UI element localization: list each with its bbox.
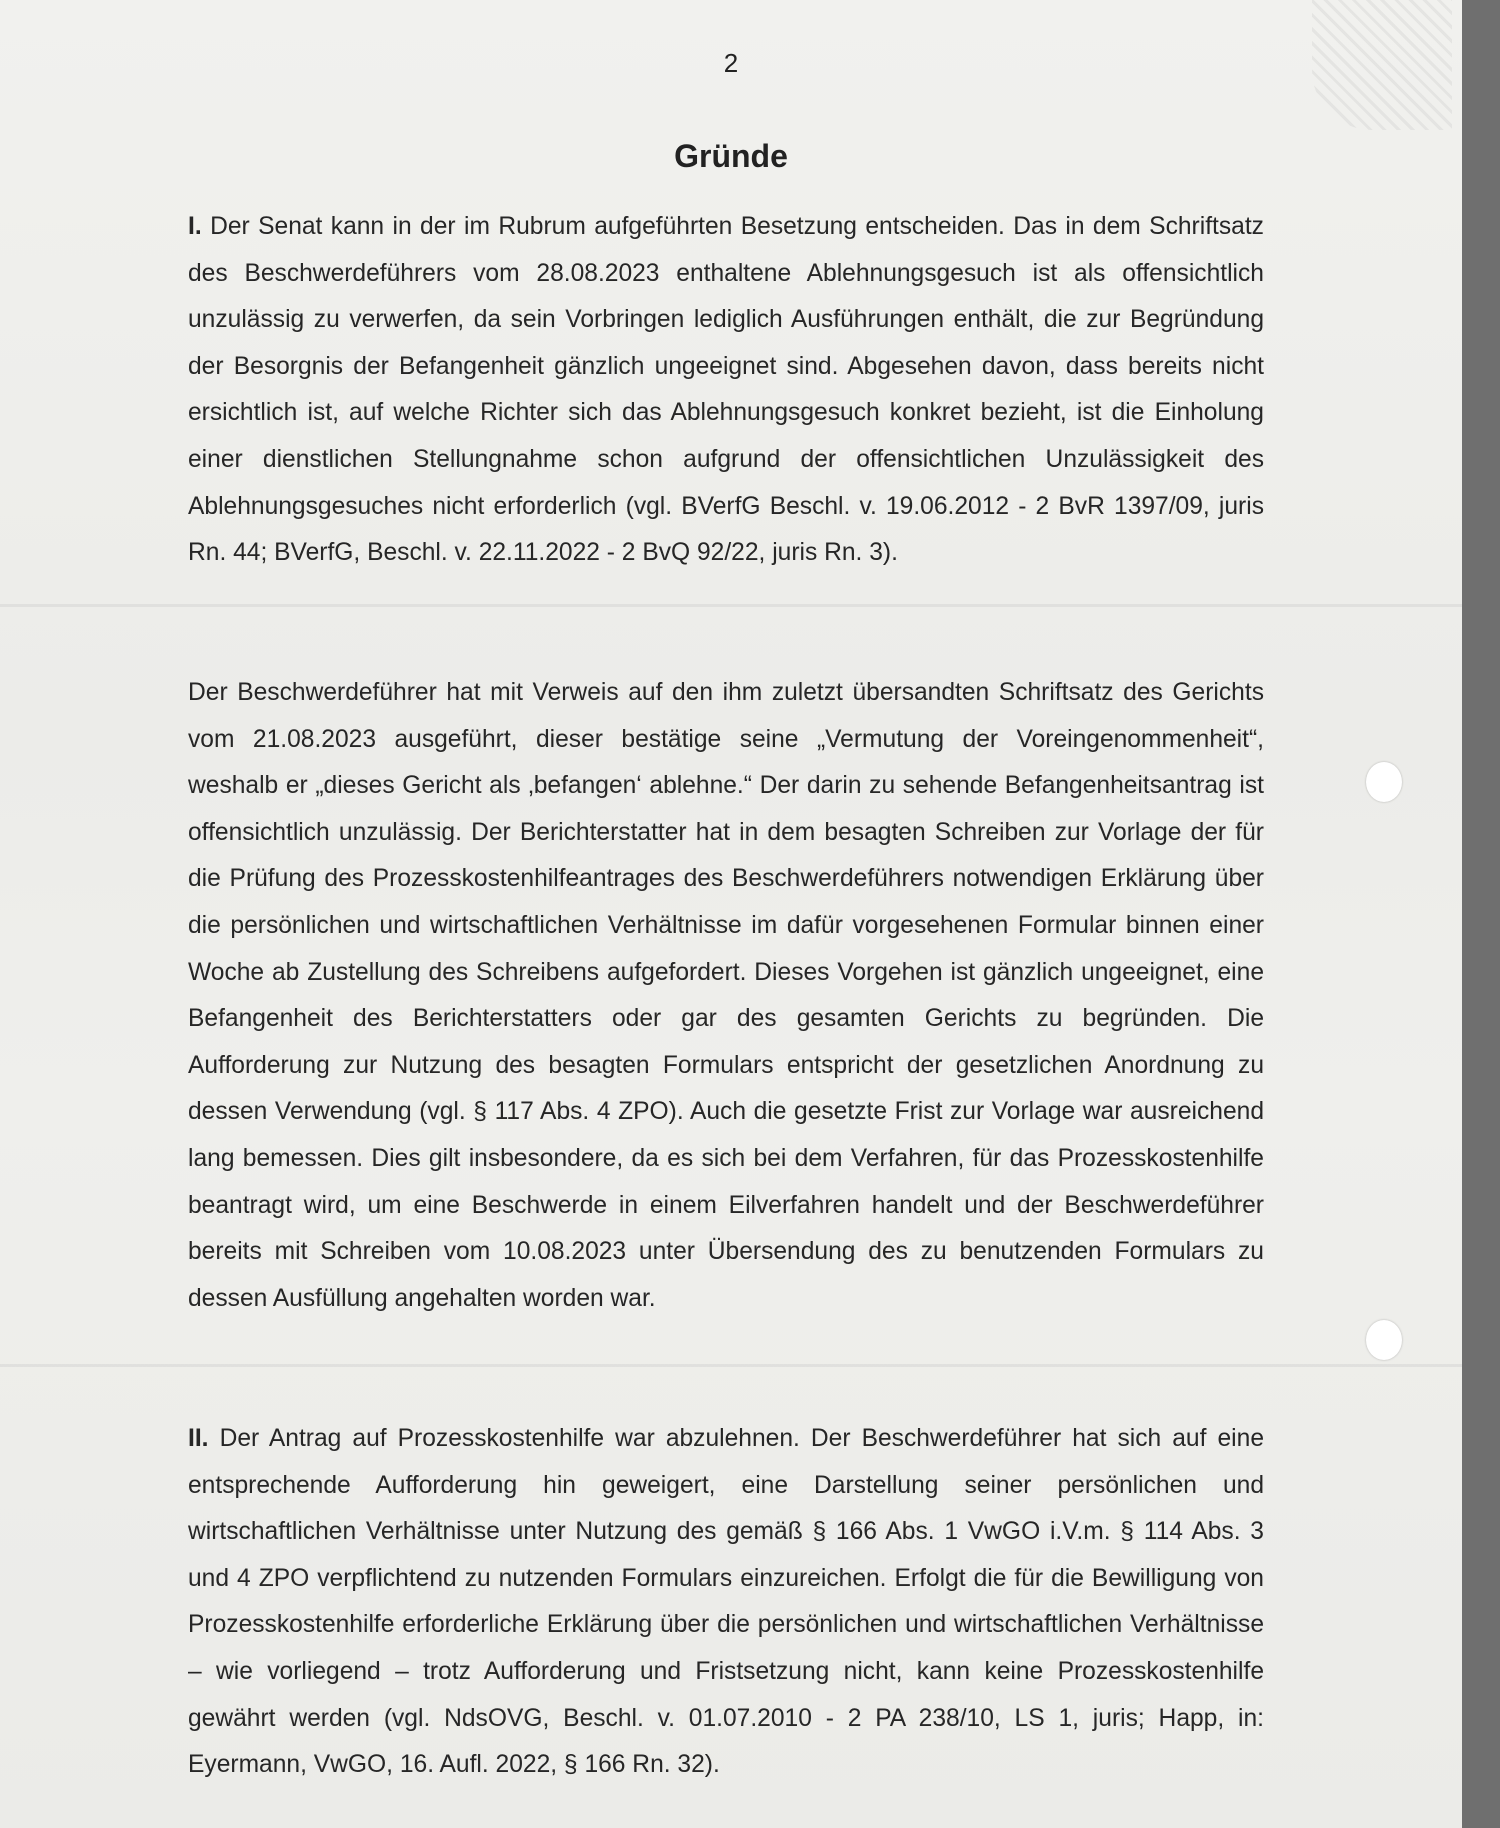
page-title: Gründe [674, 138, 788, 174]
section-1-paragraph-1-text: Der Senat kann in der im Rubrum aufgeführten Besetzung entscheiden. Das in dem Schriftsatz des Beschwerdeführers vom 28.08.2023 enthaltene Ablehnungsgesuch ist als offensichtlich unzulässig zu verwerfen, da sein Vorbringen lediglich Ausführungen enthält, die zur Begründung der Besorgnis der Befangenheit gänzlich ungeeignet sind. Abgesehen davon, dass bereits nicht ersichtlich ist, auf welche Richter sich das Ablehnungsgesuch konkret bezieht, ist die Einholung einer dienstlichen Stellungnahme schon aufgrund der offensichtlichen Unzulässigkeit des Ablehnungsgesuches nicht erforderlich (vgl. BVerfG Beschl. v. 19.06.2012 - 2 BvR 1397/09, juris Rn. 44; BVerfG, Beschl. v. 22.11.2022 - 2 BvQ 92/22, juris Rn. 3). [188, 213, 1264, 567]
punch-hole [1366, 1320, 1402, 1360]
punch-hole [1366, 762, 1402, 802]
paper-fold-line [0, 1364, 1462, 1367]
page-number: 2 [723, 48, 739, 78]
section-2-marker: II. [188, 1425, 209, 1452]
section-2-paragraph-1-text: Der Antrag auf Prozesskostenhilfe war abzulehnen. Der Beschwerdeführer hat sich auf eine entsprechende Aufforderung hin geweigert, eine Darstellung seiner persönlichen und wirtschaftlichen Verhältnisse unter Nutzung des gemäß § 166 Abs. 1 VwGO i.V.m. § 114 Abs. 3 und 4 ZPO verpflichtend zu nutzenden Formulars einzureichen. Erfolgt die für die Bewilligung von Prozesskostenhilfe erforderliche Erklärung über die persönlichen und wirtschaftlichen Verhältnisse – wie vorliegend – trotz Aufforderung und Fristsetzung nicht, kann keine Prozesskostenhilfe gewährt werden (vgl. NdsOVG, Beschl. v. 01.07.2010 - 2 PA 238/10, LS 1, juris; Happ, in: Eyermann, VwGO, 16. Aufl. 2022, § 166 Rn. 32). [188, 1425, 1264, 1779]
paper-fold-line [0, 604, 1462, 607]
section-1-paragraph-2: Der Beschwerdeführer hat mit Verweis auf den ihm zuletzt übersandten Schriftsatz des Gerichts vom 21.08.2023 ausgeführt, dieser bestätige seine „Vermutung der Voreingenommenheit“, weshalb er „dieses Gericht als ‚befangen‘ ablehne.“ Der darin zu sehende Befangenheitsantrag ist offensichtlich unzulässig. Der Berichterstatter hat in dem besagten Schreiben zur Vorlage der für die Prüfung des Prozesskostenhilfeantrages des Beschwerdeführers notwendigen Erklärung über die persönlichen und wirtschaftlichen Verhältnisse im dafür vorgesehenen Formular binnen einer Woche ab Zustellung des Schreibens aufgefordert. Dieses Vorgehen ist gänzlich ungeeignet, eine Befangenheit des Berichterstatters oder gar des gesamten Gerichts zu begründen. Die Aufforderung zur Nutzung des besagten Formulars entspricht der gesetzlichen Anordnung zu dessen Verwendung (vgl. § 117 Abs. 4 ZPO). Auch die gesetzte Frist zur Vorlage war ausreichend lang bemessen. Dies gilt insbesondere, da es sich bei dem Verfahren, für das Prozesskostenhilfe beantragt wird, um eine Beschwerde in einem Eilverfahren handelt und der Beschwerdeführer bereits mit Schreiben vom 10.08.2023 unter Übersendung des zu benutzenden Formulars zu dessen Ausfüllung angehalten worden war. [188, 679, 1264, 1312]
section-1-paragraph-1 [188, 204, 1264, 577]
section-2-paragraph-1 [188, 1416, 1264, 1789]
section-1-marker: I. [188, 213, 202, 240]
